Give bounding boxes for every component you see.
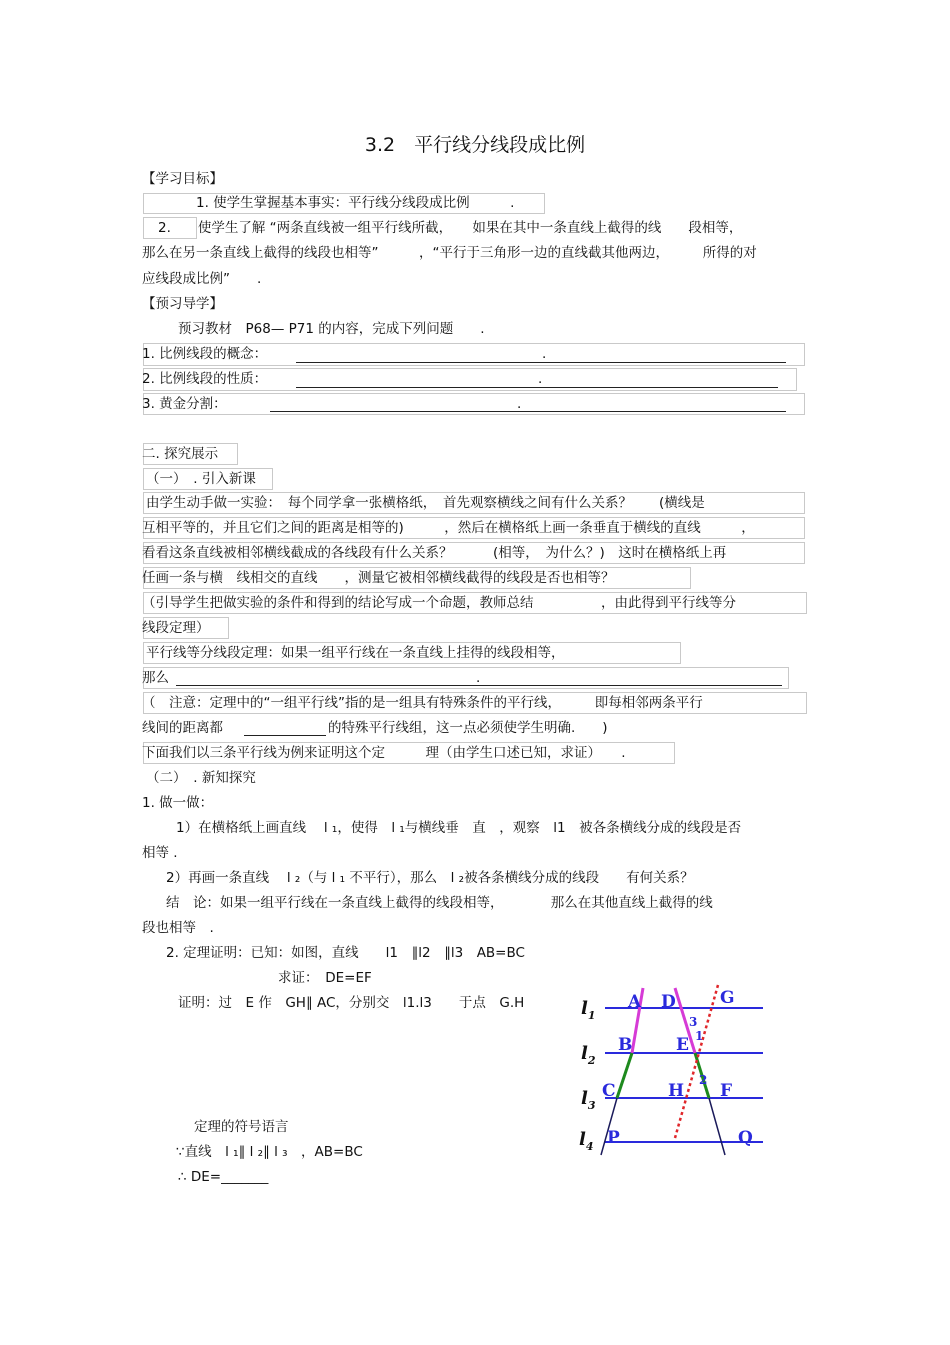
preview-header: 【预习导学】: [142, 296, 223, 312]
do1-line2: 相等 .: [142, 845, 178, 861]
point-d: D: [661, 992, 676, 1012]
point-g: G: [720, 988, 735, 1008]
point-p: P: [607, 1128, 620, 1148]
q1-label: 1. 比例线段的概念：: [142, 346, 268, 362]
part1: （一） . 引入新课: [146, 471, 256, 487]
symbol-line2: ∴ DE=_______: [178, 1169, 269, 1185]
goals-header: 【学习目标】: [142, 171, 223, 187]
intro-line5: （引导学生把做实验的条件和得到的结论写成一个命题，教师总结 ，由此得到平行线等分: [142, 595, 736, 611]
q2-blank[interactable]: [296, 387, 778, 388]
label-l3: $l_3$: [581, 1088, 596, 1112]
theorem-line1: 平行线等分线段定理：如果一组平行线在一条直线上挂得的线段相等，: [146, 645, 565, 661]
page-title: 3.2 平行线分线段成比例: [364, 134, 586, 156]
angle-1: 1: [695, 1029, 704, 1043]
point-c: C: [602, 1081, 616, 1101]
note-line2-start: 线间的距离都: [142, 720, 223, 736]
point-f: F: [720, 1081, 733, 1101]
q3-blank[interactable]: [270, 411, 786, 412]
conclusion-line1: 结 论：如果一组平行线在一条直线上截得的线段相等， 那么在其他直线上截得的线: [166, 895, 713, 911]
intro-line2: 互相平等的，并且它们之间的距离是相等的) ，然后在横格纸上画一条垂直于横线的直线 ，: [142, 520, 755, 536]
point-h: H: [668, 1081, 685, 1101]
goal2-line3: 应线段成比例” .: [142, 271, 262, 287]
point-a: A: [628, 992, 642, 1012]
symbol-title: 定理的符号语言: [194, 1119, 289, 1135]
intro-line3: 看看这条直线被相邻横线截成的各线段有什么关系？ (相等， 为什么？) 这时在横格纸上再: [142, 545, 727, 561]
goal2-line1: 2. 使学生了解 “两条直线被一组平行线所截， 如果在其中一条直线上截得的线 段相等，: [158, 220, 743, 236]
point-b: B: [618, 1035, 633, 1055]
label-l1: $l_1$: [581, 998, 596, 1022]
note-line1: （ 注意：定理中的“一组平行线”指的是一组具有特殊条件的平行线， 即每相邻两条平行: [142, 695, 703, 711]
angle-2: 2: [699, 1073, 708, 1087]
parallel-lines-figure: [575, 980, 775, 1170]
angle-3: 3: [689, 1015, 698, 1029]
explore-header: 二. 探究展示: [142, 446, 219, 462]
q1-blank[interactable]: [296, 362, 786, 363]
symbol-line1: ∵直线 l ₁∥ l ₂∥ l ₃ ，AB=BC: [176, 1144, 363, 1160]
line-df-ext: [709, 1098, 725, 1155]
proof-given: 2. 定理证明：已知：如图，直线 l1 ∥l2 ∥l3 AB=BC: [166, 945, 525, 961]
goal1: 1. 使学生掌握基本事实：平行线分线段成比例 .: [196, 195, 515, 211]
note-blank[interactable]: [244, 735, 326, 736]
q2-label: 2. 比例线段的性质：: [142, 371, 268, 387]
q3-label: 3. 黄金分割：: [142, 396, 227, 412]
part2: （二） . 新知探究: [146, 770, 256, 786]
goal2-line2: 那么在另一条直线上截得的线段也相等” ，“平行于三角形一边的直线截其他两边， 所得的对: [142, 245, 757, 261]
note-line2-end: 的特殊平行线组，这一点必须使学生明确. ): [328, 720, 608, 736]
proof-goal: 求证： DE=EF: [278, 970, 372, 986]
intro-line6: 线段定理）: [142, 620, 210, 636]
conclusion-line2: 段也相等 .: [142, 920, 214, 936]
intro-line4: 任画一条与横 线相交的直线 ，测量它被相邻横线截得的线段是否也相等？: [142, 570, 615, 586]
do1-line1: 1）在横格纸上画直线 l ₁，使得 l ₁与横线垂 直 ，观察 l1 被各条横线分成的线段是否: [176, 820, 742, 836]
do2-line: 2）再画一条直线 l ₂（与 l ₁ 不平行），那么 l ₂被各条横线分成的线段 有何关系？: [166, 870, 694, 886]
proof-step: 证明：过 E 作 GH∥ AC，分别交 l1.l3 于点 G.H: [178, 995, 525, 1011]
point-q: Q: [738, 1128, 753, 1148]
label-l4: $l_4$: [579, 1129, 594, 1153]
label-l2: $l_2$: [581, 1043, 596, 1067]
point-e: E: [676, 1035, 689, 1055]
preview-intro: 预习教材 P68— P71 的内容，完成下列问题 .: [178, 321, 485, 337]
do1-header: 1. 做一做：: [142, 795, 214, 811]
proof-intro: 下面我们以三条平行线为例来证明这个定 理（由学生口述已知，求证） .: [142, 745, 626, 761]
theorem-line2: 那么: [142, 670, 169, 686]
segment-bc: [617, 1053, 632, 1098]
intro-line1: 由学生动手做一实验： 每个同学拿一张横格纸， 首先观察横线之间有什么关系？ (横线是: [146, 495, 705, 511]
